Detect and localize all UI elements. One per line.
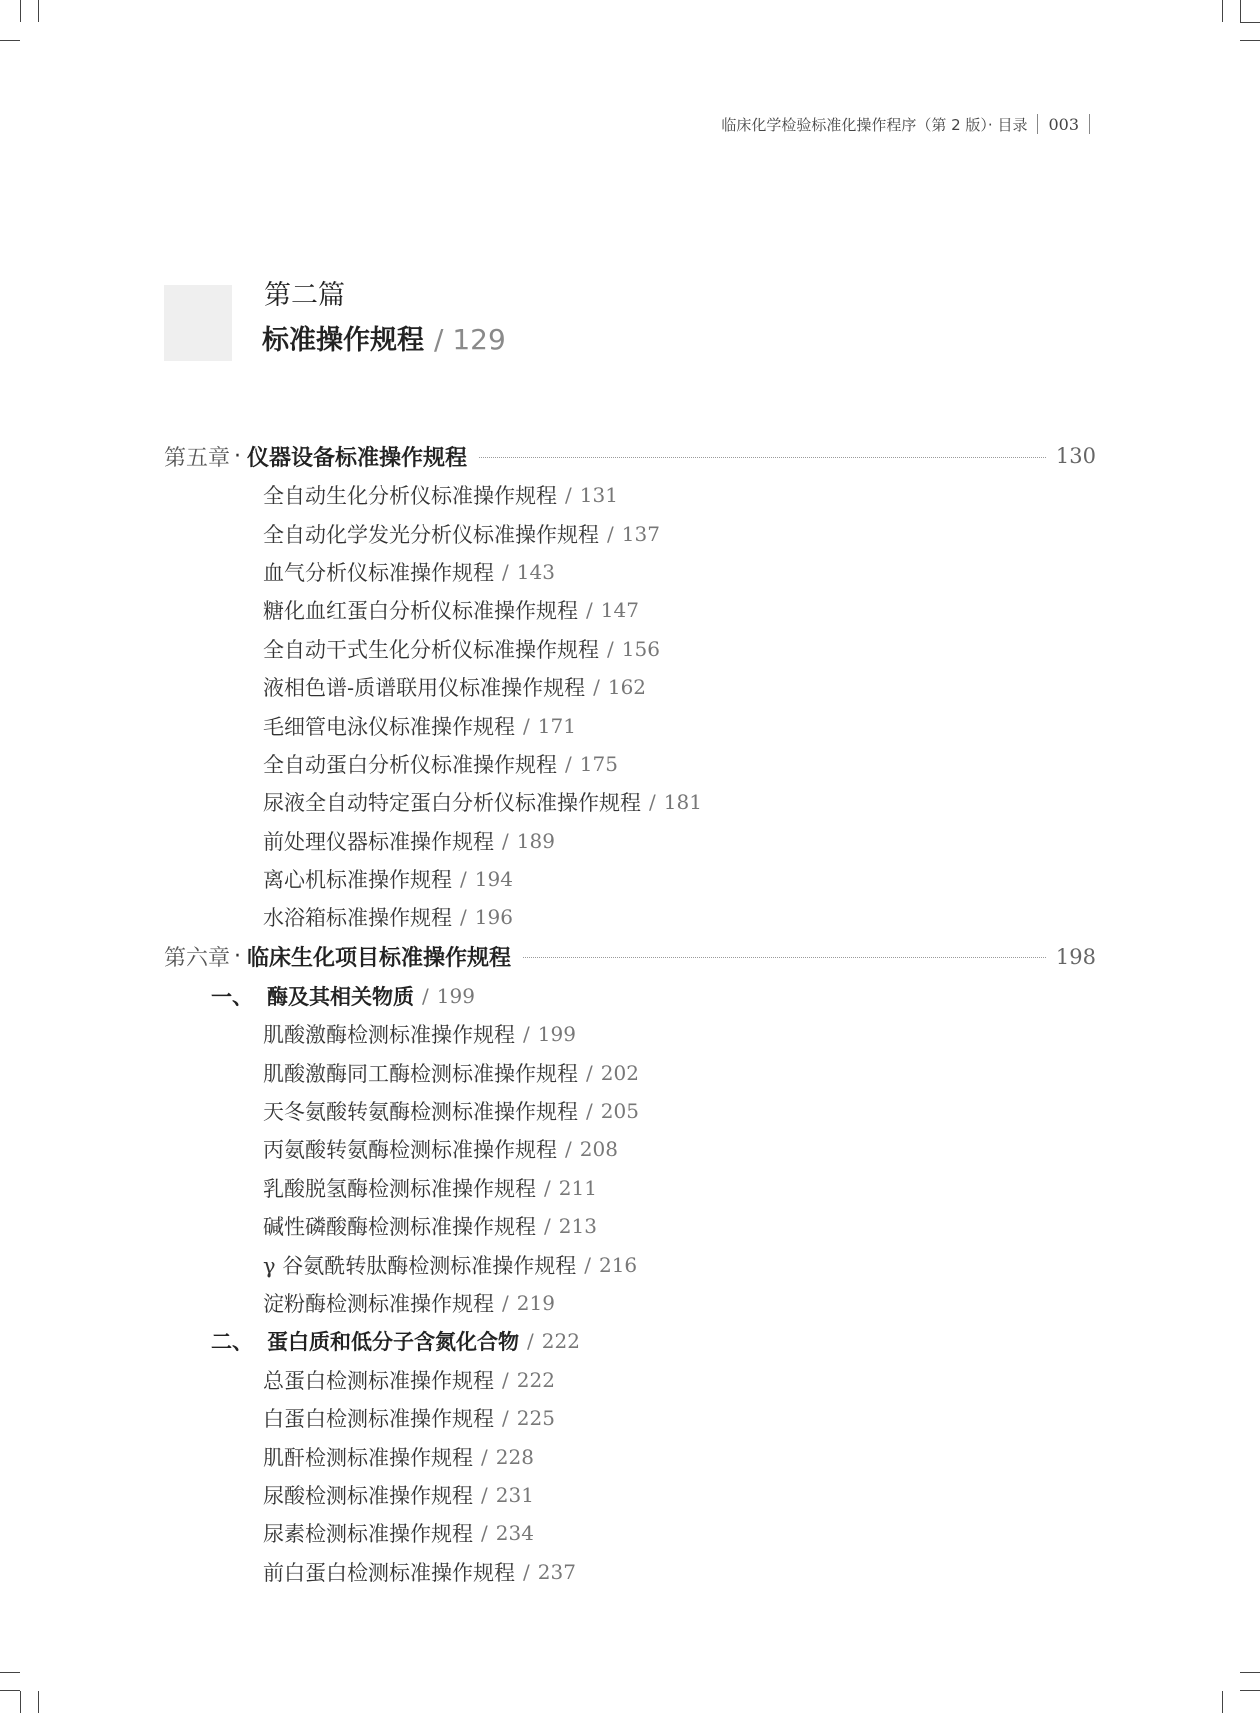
crop-mark: [0, 40, 20, 41]
toc-item-title: 淀粉酶检测标准操作规程: [263, 1292, 494, 1316]
crop-mark: [0, 1672, 20, 1673]
toc-item-title: 乳酸脱氢酶检测标准操作规程: [263, 1176, 536, 1201]
header-separator: [1037, 114, 1038, 134]
toc-item-title: 水浴箱标准操作规程: [263, 906, 452, 931]
toc-item[interactable]: [164, 1130, 1096, 1168]
part-title-text: 标准操作规程: [262, 325, 424, 356]
table-of-contents: [164, 436, 1096, 1591]
toc-item[interactable]: [164, 822, 1096, 860]
toc-item-page: 205: [600, 1099, 639, 1124]
toc-item-title: 尿酸检测标准操作规程: [263, 1483, 473, 1508]
toc-item-title: 总蛋白检测标准操作规程: [263, 1368, 494, 1393]
slash: /: [593, 675, 600, 700]
toc-item-page: 222: [516, 1367, 555, 1392]
chapter-number: 第五章: [164, 445, 231, 471]
toc-item[interactable]: [164, 1514, 1096, 1552]
crop-mark: [1222, 1691, 1223, 1713]
toc-item[interactable]: [164, 1053, 1096, 1091]
toc-item-title: 前处理仪器标准操作规程: [263, 829, 494, 854]
toc-chapter[interactable]: [164, 937, 1096, 977]
slash: /: [565, 1137, 572, 1162]
crop-mark: [1240, 1690, 1260, 1691]
chapter-page: 198: [1055, 944, 1096, 969]
chapter-title: 临床生化项目标准操作规程: [247, 946, 512, 972]
toc-item-page: 216: [598, 1252, 638, 1277]
toc-item-page: 162: [607, 675, 647, 700]
slash: /: [422, 983, 429, 1008]
toc-item-page: 181: [663, 790, 702, 815]
toc-item-title: 前白蛋白检测标准操作规程: [263, 1560, 515, 1585]
slash: /: [460, 905, 467, 930]
toc-item[interactable]: [164, 706, 1096, 744]
crop-mark: [38, 0, 39, 22]
crop-mark: [38, 1691, 39, 1713]
toc-item-title: 肌酸激酶同工酶检测标准操作规程: [263, 1061, 578, 1086]
toc-item-title: 尿液全自动特定蛋白分析仪标准操作规程: [263, 791, 641, 816]
toc-item-page: 213: [558, 1214, 597, 1239]
toc-item-page: 228: [495, 1444, 534, 1469]
chapter-dot: ·: [234, 944, 242, 970]
toc-item[interactable]: [164, 860, 1096, 898]
crop-mark: [1240, 0, 1241, 22]
toc-item[interactable]: [164, 1361, 1096, 1399]
toc-item-title: 全自动生化分析仪标准操作规程: [263, 484, 557, 509]
toc-item[interactable]: [164, 1553, 1096, 1591]
toc-item-title: 血气分析仪标准操作规程: [263, 560, 494, 585]
toc-chapter[interactable]: [164, 436, 1096, 476]
part-marker-block: [164, 285, 232, 361]
toc-item-title: 全自动化学发光分析仪标准操作规程: [263, 522, 599, 547]
toc-item[interactable]: [164, 630, 1096, 668]
toc-item-page: 156: [621, 636, 660, 661]
crop-mark: [1240, 22, 1260, 23]
toc-item-page: 143: [516, 559, 555, 584]
slash: /: [586, 1060, 593, 1085]
section-title: 蛋白质和低分子含氮化合物: [267, 1330, 519, 1355]
section-title: 酶及其相关物质: [267, 984, 414, 1009]
toc-item[interactable]: [164, 1169, 1096, 1207]
chapter-page: 130: [1055, 444, 1096, 468]
toc-item-page: 137: [621, 521, 660, 546]
part-label: 第二篇: [264, 280, 345, 311]
toc-item[interactable]: [164, 668, 1096, 706]
toc-item[interactable]: [164, 783, 1096, 821]
page-number: 003: [1048, 114, 1079, 134]
toc-item-page: 231: [495, 1482, 534, 1507]
header-separator: [1089, 114, 1090, 134]
part-title: [262, 323, 506, 356]
toc-item-page: 147: [600, 598, 639, 623]
slash: /: [523, 1559, 530, 1584]
toc-item[interactable]: [164, 1245, 1096, 1283]
toc-item-page: 196: [474, 905, 513, 930]
running-header-title: 临床化学检验标准化操作程序（第 2 版）· 目录: [721, 115, 1028, 134]
toc-item-title: 碱性磷酸酶检测标准操作规程: [263, 1215, 536, 1240]
section-number: 一、: [211, 984, 253, 1009]
slash: /: [460, 867, 467, 892]
toc-item-title: 白蛋白检测标准操作规程: [263, 1407, 494, 1432]
slash: /: [502, 559, 509, 584]
toc-item-title: 肌酐检测标准操作规程: [263, 1445, 473, 1470]
crop-mark: [1240, 1672, 1260, 1673]
toc-item[interactable]: [164, 898, 1096, 936]
toc-section[interactable]: [164, 1322, 1096, 1360]
toc-item[interactable]: [164, 1476, 1096, 1514]
toc-item-page: 194: [474, 867, 513, 892]
slash: /: [607, 636, 614, 661]
toc-item-title: 毛细管电泳仪标准操作规程: [263, 714, 515, 739]
part-page: / 129: [434, 323, 506, 356]
toc-item-title: 全自动干式生化分析仪标准操作规程: [263, 637, 599, 662]
slash: /: [586, 1099, 593, 1124]
toc-item-page: 208: [579, 1137, 618, 1162]
toc-item[interactable]: [164, 1437, 1096, 1475]
slash: /: [544, 1214, 551, 1239]
section-number: 二、: [211, 1330, 253, 1355]
toc-item-title: 离心机标准操作规程: [263, 868, 452, 893]
chapter-dot: ·: [234, 443, 242, 469]
slash: /: [502, 828, 509, 853]
slash: /: [584, 1252, 591, 1277]
toc-item[interactable]: [164, 591, 1096, 629]
toc-item[interactable]: [164, 1092, 1096, 1130]
toc-item-page: 202: [600, 1060, 639, 1085]
chapter-title: 仪器设备标准操作规程: [247, 445, 468, 471]
toc-item-title: 肌酸激酶检测标准操作规程: [263, 1023, 515, 1048]
crop-mark: [20, 0, 21, 22]
slash: /: [649, 790, 656, 815]
slash: /: [481, 1482, 488, 1507]
chapter-number: 第六章: [164, 946, 231, 972]
slash: /: [565, 483, 572, 508]
toc-item-title: 糖化血红蛋白分析仪标准操作规程: [263, 599, 578, 624]
toc-item[interactable]: [164, 514, 1096, 552]
toc-item-page: 175: [579, 751, 618, 776]
slash: /: [544, 1175, 551, 1200]
toc-item-page: 189: [516, 828, 555, 853]
toc-item-title: 天冬氨酸转氨酶检测标准操作规程: [263, 1100, 578, 1125]
slash: /: [481, 1444, 488, 1469]
toc-item-page: 237: [537, 1559, 576, 1584]
slash: /: [481, 1521, 488, 1546]
toc-item[interactable]: [164, 553, 1096, 591]
dot-leader: [523, 957, 1046, 958]
slash: /: [586, 598, 593, 623]
slash: /: [565, 751, 572, 776]
toc-item[interactable]: [164, 1284, 1096, 1322]
crop-mark: [1222, 0, 1223, 22]
toc-item-title: 液相色谱-质谱联用仪标准操作规程: [263, 676, 586, 701]
toc-item[interactable]: [164, 745, 1096, 783]
crop-mark: [1240, 40, 1260, 41]
toc-item-page: 225: [516, 1406, 555, 1431]
toc-item[interactable]: [164, 1399, 1096, 1437]
toc-item[interactable]: [164, 1015, 1096, 1053]
dot-leader: [479, 457, 1046, 458]
toc-item-page: 234: [495, 1521, 534, 1546]
toc-item[interactable]: [164, 1207, 1096, 1245]
slash: /: [527, 1329, 534, 1354]
crop-mark: [20, 1691, 21, 1713]
slash: /: [523, 713, 530, 738]
toc-item-page: 131: [579, 483, 618, 508]
crop-mark: [0, 1690, 20, 1691]
section-page: 222: [541, 1329, 580, 1354]
slash: /: [502, 1291, 509, 1315]
running-header: [721, 112, 1100, 136]
toc-item-title: 全自动蛋白分析仪标准操作规程: [263, 752, 557, 777]
toc-section[interactable]: [164, 977, 1096, 1015]
slash: /: [502, 1367, 509, 1392]
toc-item[interactable]: [164, 476, 1096, 514]
slash: /: [523, 1022, 530, 1047]
toc-item-page: 199: [537, 1022, 576, 1047]
slash: /: [607, 521, 614, 546]
toc-item-page: 171: [537, 713, 576, 738]
toc-item-page: 219: [516, 1291, 555, 1315]
section-page: 199: [436, 983, 475, 1008]
toc-item-title: 尿素检测标准操作规程: [263, 1522, 473, 1547]
toc-item-page: 211: [558, 1175, 597, 1200]
toc-item-title: 丙氨酸转氨酶检测标准操作规程: [263, 1138, 557, 1163]
slash: /: [502, 1406, 509, 1431]
toc-item-title: γ 谷氨酰转肽酶检测标准操作规程: [263, 1253, 577, 1278]
